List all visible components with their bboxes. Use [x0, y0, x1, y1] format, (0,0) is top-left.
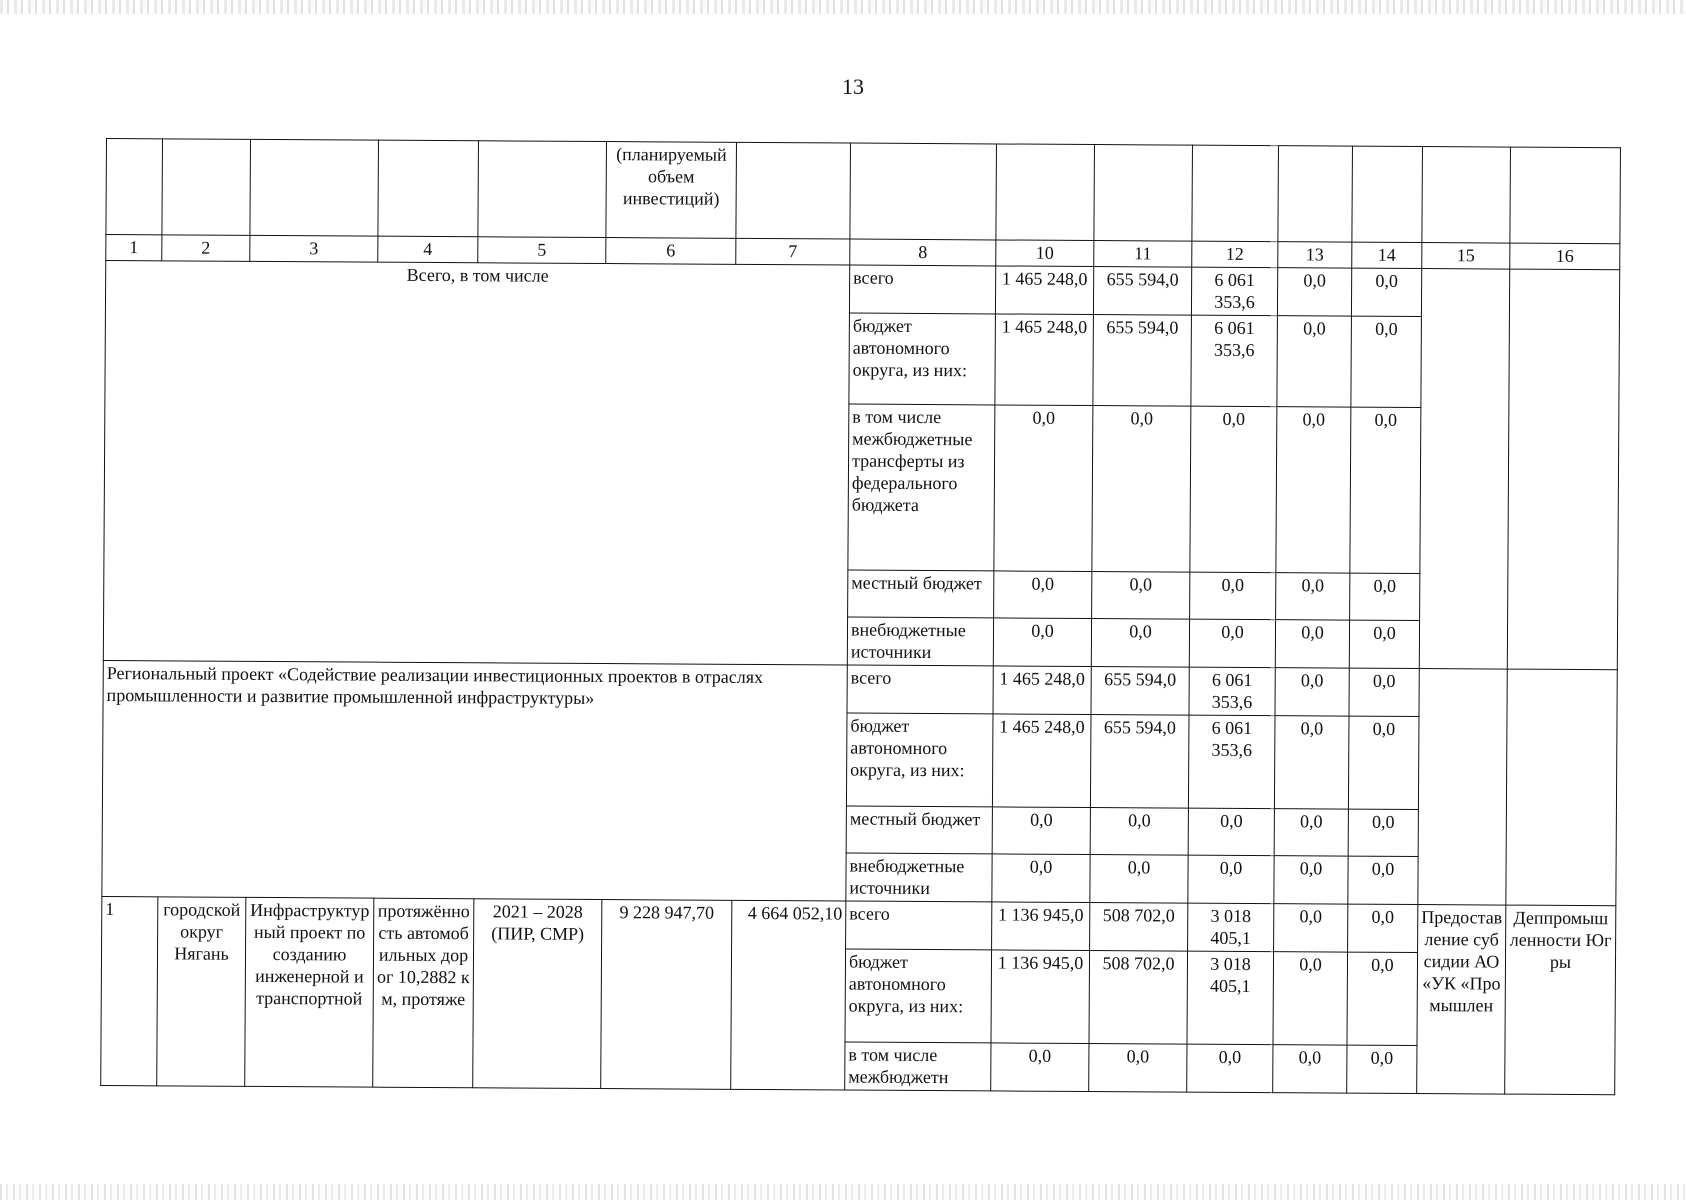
section-regional-title: Региональный проект «Содействие реализации инвестиционных проектов в отраслях промышленности и развитие промышленной инфраструктуры» — [102, 661, 847, 901]
page-number: 13 — [842, 74, 864, 99]
col6-header-note: (планируемый объем инвестиций) — [606, 142, 737, 239]
column-number: 12 — [1192, 242, 1278, 268]
column-number: 8 — [850, 239, 996, 266]
item-number: 1 — [101, 897, 158, 1086]
value-cell: 6 061 353,6 — [1188, 716, 1275, 809]
value-cell: 0,0 — [1350, 407, 1421, 574]
header-row — [106, 139, 1621, 245]
value-cell: 1 136 945,0 — [991, 950, 1090, 1043]
value-cell: 0,0 — [1189, 619, 1275, 668]
value-cell: 0,0 — [1274, 904, 1348, 953]
col7-value: 4 664 052,10 — [731, 900, 846, 1090]
section-total-title: Всего, в том числе — [103, 261, 849, 666]
source-label: всего — [847, 665, 993, 714]
value-cell: 655 594,0 — [1090, 715, 1189, 808]
value-cell: 0,0 — [1277, 268, 1351, 317]
value-cell: 0,0 — [1349, 668, 1419, 717]
source-label: бюджет автономного округа, из них: — [849, 313, 996, 404]
value-cell: 0,0 — [1090, 854, 1188, 903]
source-label: бюджет автономного округа, из них: — [846, 713, 993, 806]
project-name: Инфраструктурный проект по созданию инженерной и транспортной — [245, 898, 374, 1088]
value-cell: 0,0 — [1351, 316, 1422, 407]
column-number: 7 — [736, 239, 850, 265]
value-cell: 655 594,0 — [1091, 667, 1189, 716]
value-cell: 0,0 — [994, 571, 1092, 619]
column-number: 1 — [106, 235, 162, 261]
source-label: всего — [846, 901, 992, 950]
source-label: внебюджетные источники — [847, 617, 993, 666]
value-cell: 1 465 248,0 — [995, 314, 1094, 405]
value-cell: 0,0 — [1277, 316, 1352, 407]
value-cell: 0,0 — [1348, 856, 1418, 905]
column-number: 16 — [1510, 244, 1620, 270]
column-number: 4 — [378, 237, 478, 263]
value-cell: 0,0 — [1273, 952, 1348, 1045]
table-row — [103, 661, 1617, 718]
value-cell: 1 465 248,0 — [995, 266, 1093, 315]
value-cell: 655 594,0 — [1093, 315, 1192, 406]
value-cell: 0,0 — [1348, 809, 1418, 857]
source-label: в том числе межбюджетн — [845, 1042, 991, 1091]
value-cell: 0,0 — [1187, 1044, 1273, 1093]
table-row — [105, 261, 1619, 318]
column-number: 5 — [478, 237, 606, 263]
project-characteristics: протяжённость автомобильных дорог 10,2882 км, протяже — [373, 898, 474, 1087]
value-cell: 0,0 — [1351, 268, 1421, 317]
value-cell: 6 061 353,6 — [1191, 267, 1277, 316]
value-cell: 0,0 — [992, 854, 1090, 903]
source-label: местный бюджет — [848, 570, 994, 618]
value-cell: 0,0 — [1274, 716, 1349, 809]
column-number: 10 — [996, 240, 1094, 266]
responsible-body: Деппромышленности Югры — [1505, 905, 1616, 1095]
value-cell: 1 465 248,0 — [993, 666, 1091, 715]
value-cell: 0,0 — [1276, 406, 1351, 573]
column-number: 15 — [1422, 243, 1510, 269]
investment-table — [100, 138, 1621, 1095]
value-cell: 0,0 — [1348, 904, 1418, 953]
project-period: 2021 – 2028 (ПИР, СМР) — [473, 899, 602, 1089]
value-cell: 3 018 405,1 — [1187, 951, 1274, 1044]
value-cell: 0,0 — [1092, 405, 1191, 572]
column-number: 14 — [1352, 243, 1422, 269]
value-cell: 0,0 — [1348, 717, 1419, 810]
value-cell: 0,0 — [992, 807, 1090, 855]
source-label: местный бюджет — [846, 806, 992, 854]
value-cell: 0,0 — [991, 1043, 1089, 1092]
scan-edge-bottom — [0, 1184, 1686, 1200]
value-cell: 3 018 405,1 — [1188, 903, 1274, 952]
value-cell: 655 594,0 — [1093, 267, 1191, 316]
scan-edge-top — [0, 0, 1686, 14]
value-cell: 0,0 — [1090, 807, 1188, 855]
source-label: в том числе межбюджетные трансферты из федерального бюджета — [848, 404, 995, 571]
source-label: внебюджетные источники — [846, 853, 992, 902]
value-cell: 0,0 — [1089, 1043, 1187, 1092]
value-cell: 0,0 — [1190, 406, 1277, 573]
investment-total: 9 228 947,70 — [601, 900, 732, 1090]
value-cell: 1 136 945,0 — [992, 902, 1090, 951]
value-cell: 0,0 — [1273, 1044, 1347, 1093]
value-cell: 0,0 — [1188, 808, 1274, 856]
value-cell: 0,0 — [1091, 618, 1189, 667]
value-cell: 0,0 — [994, 405, 1093, 572]
value-cell: 6 061 353,6 — [1191, 315, 1278, 406]
value-cell: 0,0 — [1188, 855, 1274, 904]
value-cell: 0,0 — [1092, 571, 1190, 619]
value-cell: 1 465 248,0 — [992, 714, 1091, 807]
value-cell: 0,0 — [1275, 620, 1349, 669]
value-cell: 508 702,0 — [1090, 903, 1188, 952]
source-label: всего — [849, 265, 995, 314]
column-number: 13 — [1278, 242, 1352, 268]
value-cell: 0,0 — [1190, 572, 1276, 620]
value-cell: 508 702,0 — [1089, 951, 1188, 1044]
source-label: бюджет автономного округа, из них: — [845, 949, 992, 1042]
value-cell: 0,0 — [1276, 572, 1350, 620]
column-number: 6 — [606, 238, 736, 264]
value-cell: 0,0 — [1350, 573, 1420, 621]
value-cell: 0,0 — [1274, 808, 1348, 856]
value-cell: 0,0 — [1349, 620, 1419, 669]
value-cell: 0,0 — [1275, 668, 1349, 717]
measure-description: Предоставление субсидии АО «УК «Промышлен — [1417, 905, 1506, 1094]
column-number: 11 — [1094, 241, 1192, 267]
column-number: 2 — [162, 235, 250, 261]
value-cell: 0,0 — [1347, 1045, 1417, 1094]
value-cell: 0,0 — [993, 618, 1091, 667]
value-cell: 0,0 — [1274, 856, 1348, 905]
column-number: 3 — [250, 236, 378, 262]
table-row — [102, 897, 1616, 954]
value-cell: 0,0 — [1347, 952, 1418, 1045]
value-cell: 6 061 353,6 — [1189, 667, 1275, 716]
municipality: городской округ Нягань — [157, 897, 246, 1086]
